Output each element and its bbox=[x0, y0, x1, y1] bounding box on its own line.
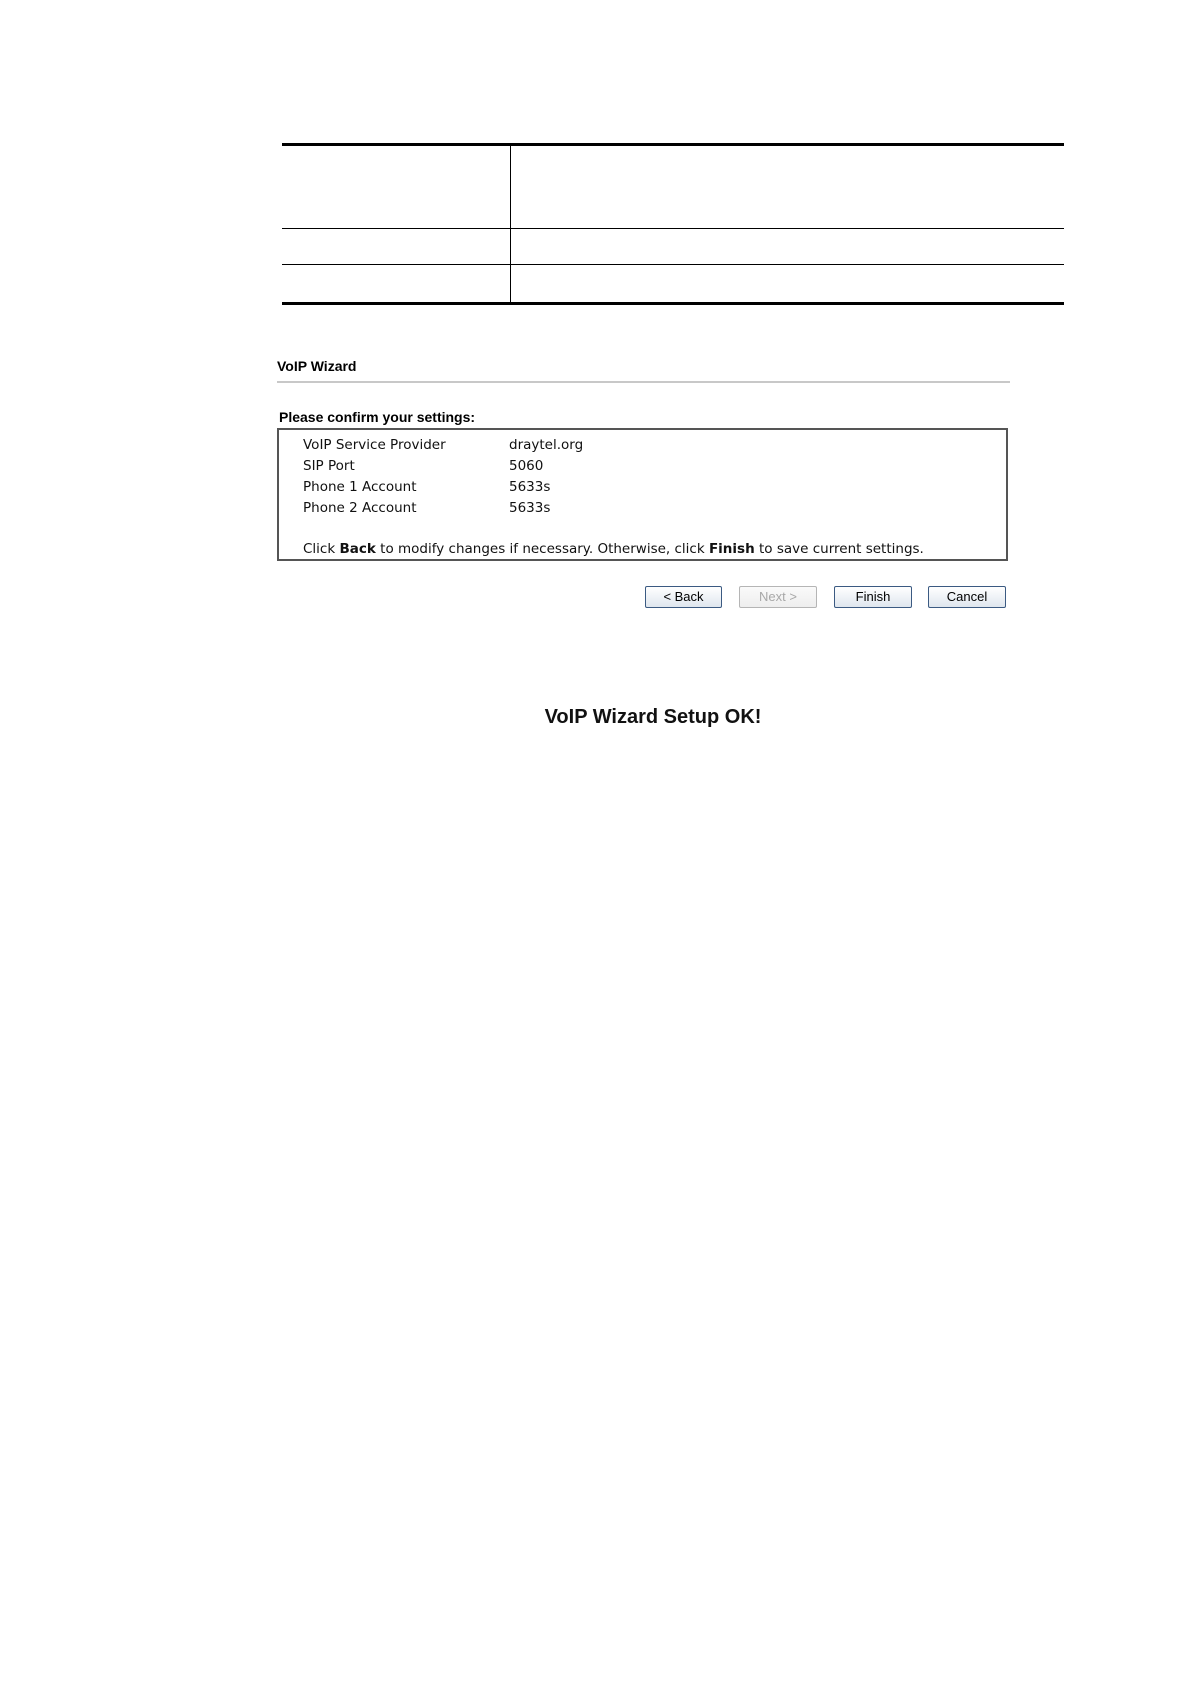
table-row-divider bbox=[282, 264, 1064, 265]
table-bottom-border bbox=[282, 302, 1064, 305]
setting-value: draytel.org bbox=[509, 437, 584, 453]
setup-ok-message: VoIP Wizard Setup OK! bbox=[544, 706, 762, 728]
note-text: Click bbox=[303, 541, 340, 557]
instruction-note bbox=[303, 541, 924, 557]
finish-button[interactable]: Finish bbox=[834, 586, 912, 608]
next-button[interactable]: Next > bbox=[739, 586, 817, 608]
setting-label: VoIP Service Provider bbox=[303, 437, 446, 453]
title-divider bbox=[277, 381, 1010, 383]
setting-label: Phone 2 Account bbox=[303, 500, 417, 516]
wizard-title: VoIP Wizard bbox=[277, 358, 357, 374]
setting-value: 5060 bbox=[509, 458, 544, 474]
setting-label: Phone 1 Account bbox=[303, 479, 417, 495]
setting-value: 5633s bbox=[509, 479, 551, 495]
note-finish-word: Finish bbox=[708, 541, 755, 557]
cancel-button[interactable]: Cancel bbox=[928, 586, 1006, 608]
setting-label: SIP Port bbox=[303, 458, 355, 474]
settings-summary-box bbox=[277, 428, 1008, 561]
empty-table bbox=[282, 143, 1064, 305]
table-row-divider bbox=[282, 228, 1064, 229]
confirm-heading: Please confirm your settings: bbox=[279, 409, 476, 425]
back-button[interactable]: < Back bbox=[645, 586, 722, 608]
note-text: to modify changes if necessary. Otherwise, click bbox=[375, 541, 709, 557]
note-text: to save current settings. bbox=[754, 541, 924, 557]
table-column-divider bbox=[510, 143, 511, 305]
note-back-word: Back bbox=[339, 541, 376, 557]
table-top-border bbox=[282, 143, 1064, 146]
setting-value: 5633s bbox=[509, 500, 551, 516]
